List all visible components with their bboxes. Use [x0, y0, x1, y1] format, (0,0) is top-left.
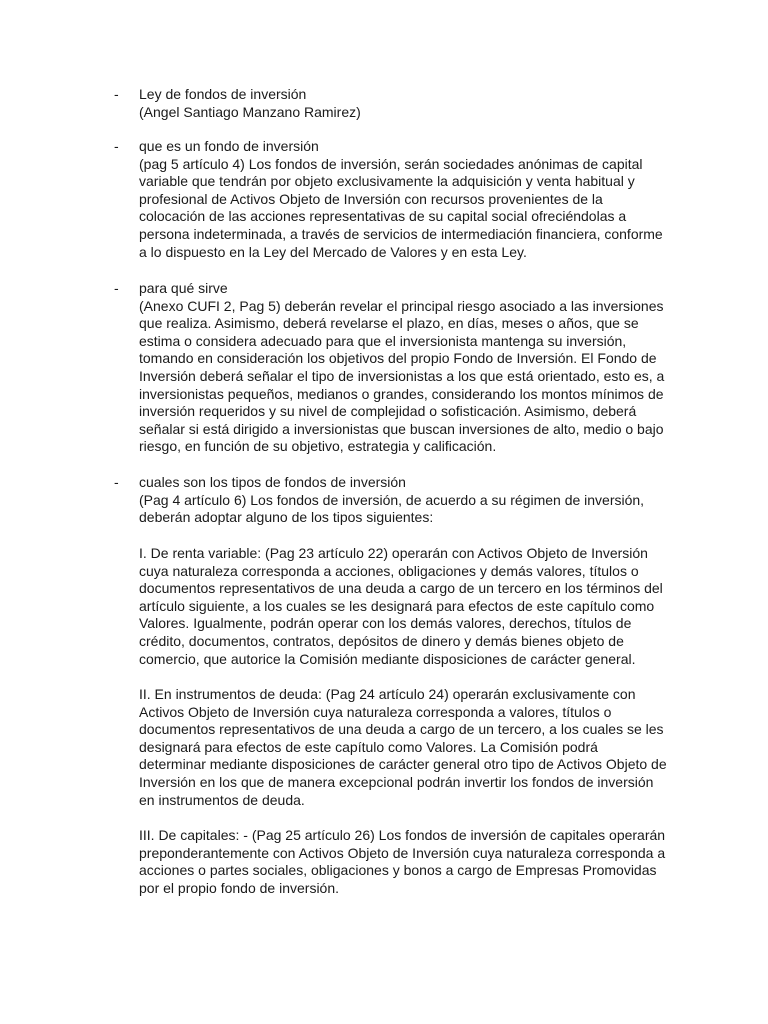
paragraph-line: persona indeterminada, a través de servicios de intermediación financiera, conforme: [139, 225, 663, 242]
paragraph-line: en instrumentos de deuda.: [139, 791, 305, 808]
section-que-es: [114, 138, 684, 261]
paragraph-line: preponderantemente con Activos Objeto de Inversión cuya naturaleza corresponda a: [139, 844, 666, 861]
paragraph-line: profesional de Activos Objeto de Inversión con recursos provenientes de la: [139, 190, 603, 207]
paragraph-line: II. En instrumentos de deuda: (Pag 24 artículo 24) operarán exclusivamente con: [139, 686, 636, 702]
section-para-que-sirve: [114, 280, 684, 456]
paragraph-line: Inversión en los que de manera excepcional podrán invertir los fondos de inversión: [139, 773, 654, 790]
paragraph-line: inversionistas pequeños, medianos o grandes, considerando los montos mínimos de: [139, 385, 664, 402]
paragraph-line: por el propio fondo de inversión.: [139, 879, 340, 896]
type-renta-variable: [114, 545, 684, 668]
type-paragraph: [139, 827, 684, 897]
paragraph-line: señalar si está dirigido a inversionistas que buscan inversiones de alto, medio o bajo: [139, 420, 664, 437]
paragraph-line: (Anexo CUFI 2, Pag 5) deberán revelar el principal riesgo asociado a las inversiones: [139, 297, 664, 314]
section-heading: para qué sirve: [139, 280, 228, 296]
type-de-capitales: [114, 827, 684, 897]
paragraph-line: designará para efectos de este capítulo como Valores. La Comisión podrá: [139, 738, 598, 755]
paragraph-line: a lo dispuesto en la Ley del Mercado de Valores y en esta Ley.: [139, 243, 527, 260]
paragraph-line: comercio, que autorice la Comisión mediante disposiciones de carácter general.: [139, 650, 636, 667]
paragraph-line: Activos Objeto de Inversión cuya naturaleza corresponda a valores, títulos o: [139, 703, 612, 720]
section-tipos-de-fondos: [114, 474, 684, 527]
paragraph-line: documentos representativos de una deuda a cargo de un tercero, a los cuales se les: [139, 721, 664, 738]
paragraph-line: acciones o partes sociales, obligaciones y bonos a cargo de Empresas Promovidas: [139, 862, 657, 879]
paragraph-line: que realiza. Asimismo, deberá revelarse el plazo, en días, meses o años, que se: [139, 315, 639, 332]
paragraph-line: deberán adoptar alguno de los tipos siguientes:: [139, 509, 434, 526]
bullet-dash: -: [114, 474, 119, 490]
paragraph-line: variable que tendrán por objeto exclusivamente la adquisición y venta habitual y: [139, 173, 635, 190]
section-body: [139, 86, 684, 121]
paragraph-line: documentos representativos de una deuda a cargo de un tercero en los términos del: [139, 580, 663, 597]
type-paragraph: [139, 545, 684, 668]
paragraph-line: inversión requeridos y su nivel de complejidad o sofisticación. Asimismo, deberá: [139, 403, 637, 420]
type-instrumentos-de-deuda: [114, 686, 684, 809]
paragraph-line: colocación de las acciones representativas de su capital social ofreciéndolas a: [139, 208, 627, 225]
paragraph-line: artículo siguiente, a los cuales se les designará para efectos de este capítulo como: [139, 597, 655, 614]
section-heading: Ley de fondos de inversión: [139, 86, 307, 102]
section-heading: cuales son los tipos de fondos de inversión: [139, 474, 406, 490]
bullet-dash: -: [114, 280, 119, 296]
paragraph-line: riesgo, en función de su objetivo, estrategia y calificación.: [139, 438, 497, 455]
type-paragraph: [139, 686, 684, 809]
paragraph-line: estima o considera adecuado para que el inversionista mantenga su inversión,: [139, 332, 627, 349]
section-body: [139, 280, 684, 456]
paragraph-line: Inversión deberá señalar el tipo de inversionistas a los que está orientado, esto es, a: [139, 367, 665, 384]
bullet-dash: -: [114, 138, 119, 154]
section-heading: que es un fondo de inversión: [139, 138, 319, 154]
paragraph-line: crédito, documentos, contratos, depósitos de dinero y demás bienes objeto de: [139, 632, 624, 649]
paragraph-line: determinar mediante disposiciones de carácter general otro tipo de Activos Objeto de: [139, 756, 667, 773]
bullet-dash: -: [114, 86, 119, 102]
section-ley-de-fondos: [114, 86, 684, 121]
paragraph-line: III. De capitales: - (Pag 25 artículo 26) Los fondos de inversión de capitales operarán: [139, 827, 666, 843]
paragraph-line: tomando en consideración los objetivos del propio Fondo de Inversión. El Fondo de: [139, 350, 657, 367]
paragraph-line: cuya naturaleza corresponda a acciones, obligaciones y demás valores, títulos o: [139, 562, 639, 579]
section-body: [139, 474, 684, 527]
section-body: [139, 138, 684, 261]
paragraph-line: I. De renta variable: (Pag 23 artículo 22) operarán con Activos Objeto de Inversión: [139, 545, 648, 561]
paragraph-line: (Pag 4 artículo 6) Los fondos de inversión, de acuerdo a su régimen de inversión,: [139, 491, 645, 508]
paragraph-line: (pag 5 artículo 4) Los fondos de inversión, serán sociedades anónimas de capital: [139, 155, 643, 172]
paragraph-line: Valores. Igualmente, podrán operar con los demás valores, derechos, títulos de: [139, 615, 632, 632]
author-line: (Angel Santiago Manzano Ramirez): [139, 103, 361, 120]
